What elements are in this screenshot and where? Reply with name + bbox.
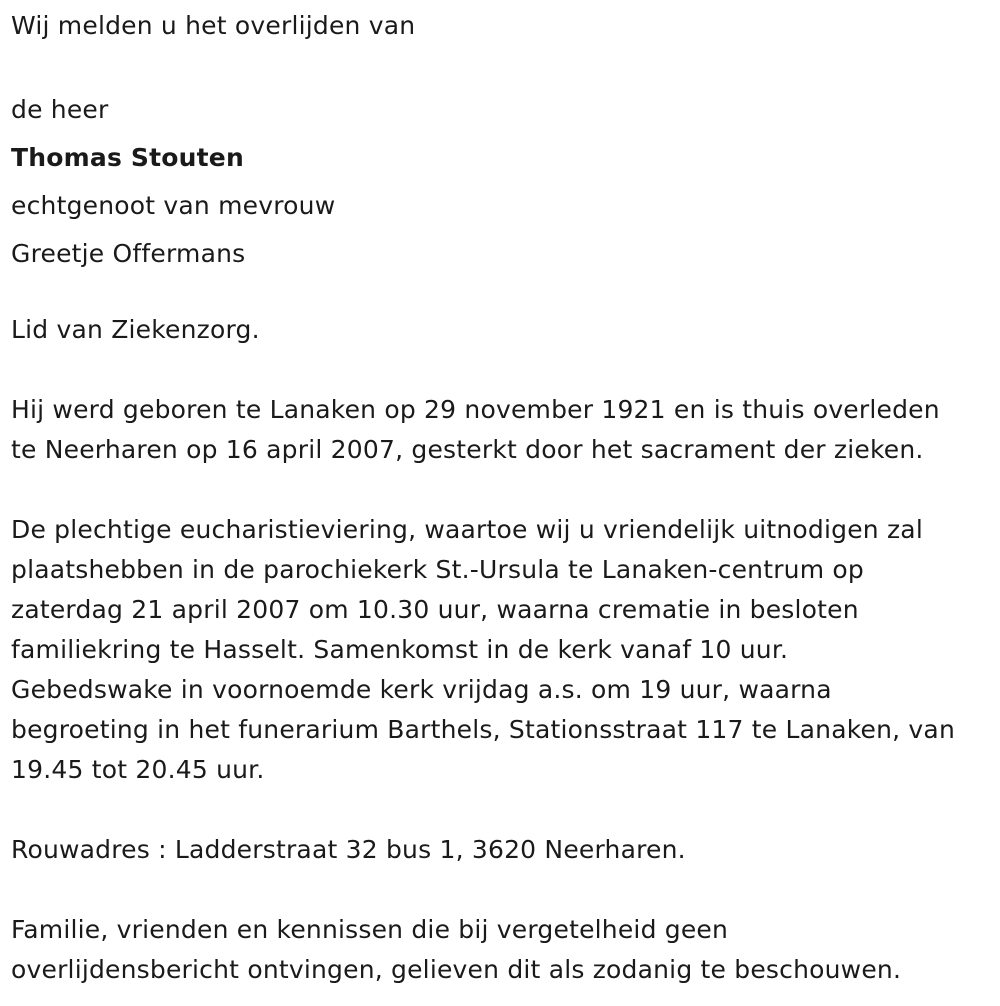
paragraph-line: 19.45 tot 20.45 uur. (11, 755, 265, 784)
paragraph-line: zaterdag 21 april 2007 om 10.30 uur, waarna crematie in besloten (11, 595, 859, 624)
obituary-document (11, 6, 996, 990)
birth-death-paragraph (11, 390, 996, 470)
ceremony-paragraph (11, 510, 996, 790)
spacer (11, 870, 996, 910)
paragraph-line: Gebedswake in voornoemde kerk vrijdag a.s. om 19 uur, waarna (11, 675, 832, 704)
paragraph-line: overlijdensbericht ontvingen, gelieven dit als zodanig te beschouwen. (11, 955, 902, 984)
paragraph-line: Familie, vrienden en kennissen die bij vergetelheid geen (11, 915, 729, 944)
mourning-address: Rouwadres : Ladderstraat 32 bus 1, 3620 Neerharen. (11, 835, 686, 864)
spouse-name: Greetje Offermans (11, 239, 246, 268)
paragraph-line: te Neerharen op 16 april 2007, gesterkt door het sacrament der zieken. (11, 435, 924, 464)
deceased-name: Thomas Stouten (11, 143, 244, 172)
paragraph-line: plaatshebben in de parochiekerk St.-Ursula te Lanaken-centrum op (11, 555, 864, 584)
paragraph-line: Hij werd geboren te Lanaken op 29 november 1921 en is thuis overleden (11, 395, 940, 424)
spacer (11, 350, 996, 390)
spacer (11, 278, 996, 310)
spacer (11, 470, 996, 510)
spacer (11, 790, 996, 830)
paragraph-line: familiekring te Hasselt. Samenkomst in de kerk vanaf 10 uur. (11, 635, 789, 664)
spouse-label: echtgenoot van mevrouw (11, 191, 336, 220)
closing-paragraph (11, 910, 996, 990)
salutation: de heer (11, 95, 109, 124)
intro-text: Wij melden u het overlijden van (11, 11, 416, 40)
paragraph-line: De plechtige eucharistieviering, waartoe wij u vriendelijk uitnodigen zal (11, 515, 923, 544)
paragraph-line: begroeting in het funerarium Barthels, Stationsstraat 117 te Lanaken, van (11, 715, 955, 744)
spacer (11, 46, 996, 86)
membership-text: Lid van Ziekenzorg. (11, 315, 260, 344)
